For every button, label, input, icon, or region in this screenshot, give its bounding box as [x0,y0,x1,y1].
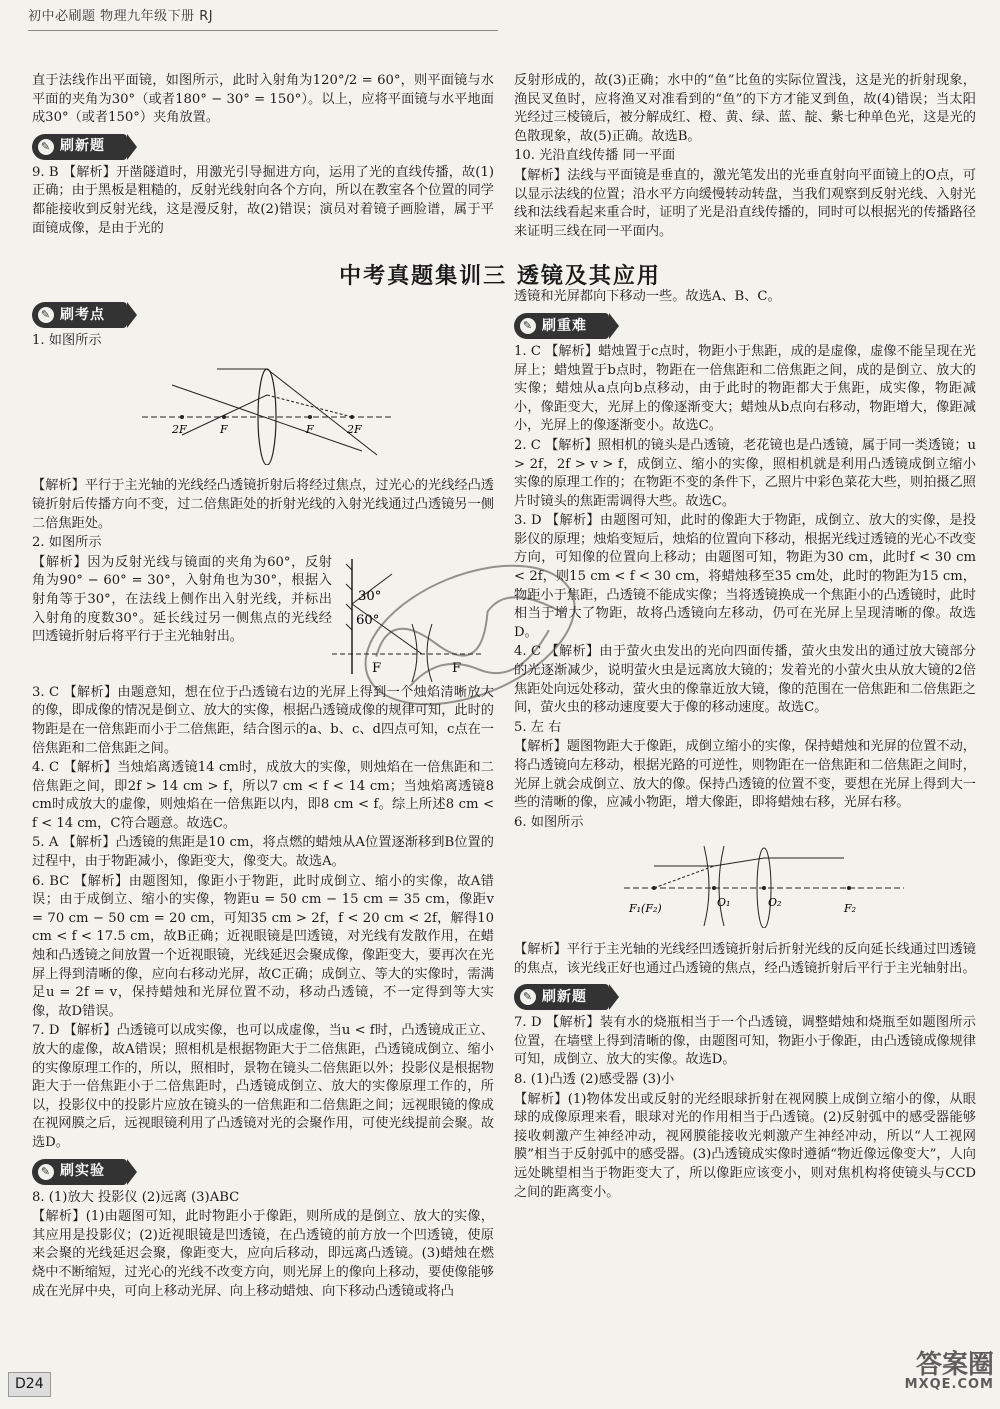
q9-continued: 反射形成的，故(3)正确；水中的“鱼”比鱼的实际位置浅，这是光的折射现象，渔民叉鱼时，应将渔叉对准看到的“鱼”的下方才能叉到鱼，故(4)错误；当太阳光经过三棱镜后，被分解成红、橙、黄、绿、蓝、靛、紫七种单色光，这是光的色散现象，故(5)正确。故选B。 [514,73,976,144]
answer-q7: 7. D 【解析】凸透镜可以成实像，也可以成虚像，当u < f时，凸透镜成正立、放大的虚像，故A错误；照相机是根据物距大于二倍焦距，凸透镜成倒立、缩小的实像原理工作的，所以，照相时，景物在镜头二倍焦距以外；投影仪是根据物距大于一倍焦距小于二倍焦距时，凸透镜成倒立、放大的实像原理工作的，所以，投影仪中的投影片应放在镜头的一倍焦距和二倍焦距之间；远视眼镜的像成在视网膜之后，远视眼镜利用了凸透镜对光的会聚作用，可使光线提前会聚。故选D。 [32,1023,494,1150]
pen-icon: ✎ [38,1164,54,1180]
answer-r5: 5. 左 右 [514,719,562,735]
answer-r4: 4. C 【解析】由于萤火虫发出的光向四面传播，萤火虫发出的通过放大镜部分的光逐渐减少，说明萤火虫是远离放大镜的；发着光的小萤火虫从放大镜的2倍焦距处向远处移动，萤火虫的像靠近放大镜，像的范围在一倍焦距和二倍焦距之间，萤火虫的移动速度要大于像的移动速度。故选C。 [514,644,976,716]
answer-q3: 3. C 【解析】由题意知，想在位于凸透镜右边的光屏上得到一个烛焰清晰放大的像，即成像的情况是倒立、放大的实像，根据凸透镜成像的规律可知，此时的物距是在一倍焦距而小于二倍焦距，结合图示的a、b、c、d四点可知，c点在一倍焦距和二倍焦距之间。 [32,684,494,756]
q10-explanation: 【解析】法线与平面镜是垂直的，激光笔发出的光垂直射向平面镜上的O点，可以显示法线的位置；沿水平方向缓慢转动转盘，当我们观察到反射光线、入射光线和法线看起来重合时，证明了光是沿直线传播的，同时可以根据光的传播路径来证明三线在同一平面内。 [514,167,976,239]
answer-r1: 1. C 【解析】蜡烛置于c点时，物距小于焦距，成的是虚像，虚像不能呈现在光屏上；蜡烛置于b点时，物距在一倍焦距和二倍焦距之间，成的是倒立、放大的实像；蜡烛从a点向b点移动，由于此时的物距都大于焦距，成实像，物距减小，像距变大，光屏上的像逐渐变大；蜡烛从b点向右移动，物距增大，像距减小，光屏上的像逐渐变小。故选C。 [514,343,976,434]
answer-r2: 2. C 【解析】照相机的镜头是凸透镜，老花镜也是凸透镜，属于同一类透镜；u > 2f，2f > v > f，成倒立、缩小的实像，照相机就是利用凸透镜成倒立缩小实像的原理工作的；在物距不变的条件下，乙照片中彩色菜花大些，则拍摄乙照片时镜头的焦距需调得大些。故选C。 [514,437,976,509]
answer-q9: 9. B 【解析】开凿隧道时，用激光引导掘进方向，运用了光的直线传播，故(1)正确；由于黑板是粗糙的，反射光线射向各个方向，所以在教室各个位置的同学都能接收到反射光线，这是漫反射，故(2)错误；演员对着镜子画脸谱，属于平面镜成像，是由于光的 [32,164,494,236]
q2-head: 2. 如图所示 [32,535,102,551]
pen-icon: ✎ [520,318,536,334]
left-column [32,72,494,1302]
badge-kaodian: ✎ 刷考点 [32,302,127,328]
fig2-label-F-left: F [372,660,382,676]
fig1-label-2F-left: 2F [172,422,187,436]
section-title: 中考真题集训三 透镜及其应用 [339,264,661,289]
figure-two-lenses [514,836,976,935]
fig2-angle-60: 60° [356,612,380,628]
q8-explanation: 【解析】(1)由题图可知，此时物距小于像距，则所成的是倒立、放大的实像，其应用是投影仪；(2)近视眼镜是凹透镜，在凸透镜的前方放一个凹透镜，使原来会聚的光线延迟会聚，像距变大，应向后移动，即远离凸透镜。(3)蜡烛在燃烧中不断缩短，过光心的光线不改变方向，则光屏上的像向上移动，要使像能够成在光屏中央，可向上移动光屏、向上移动蜡烛、向下移动凸透镜或将凸 [32,1209,494,1299]
page-number: D24 [8,1372,51,1397]
header-rule [28,30,498,31]
answer-r3: 3. D 【解析】由题图可知，此时的像距大于物距，成倒立、放大的实像，是投影仪的原理；烛焰变短后，烛焰的位置向下移动，根据光线过透镜的光心不改变方向，可知像的位置向上移动；由题图可知，物距为30 cm，此时f < 30 cm < 2f，则15 cm < f < 30 cm，将蜡烛移至35 cm处，此时的物距为15 cm，物距小于焦距，凸透镜不能成实像；当将透镜换成一个焦距小的凸透镜时，此时相当于增大了物距，故将凸透镜向左移动，仍可在光屏上呈现清晰的像。故选D。 [514,513,976,640]
fig2-angle-30: 30° [358,588,382,604]
badge-new-left: ✎ 刷新题 [32,134,127,160]
badge-zhongnan: ✎ 刷重难 [514,313,609,339]
q1-explanation: 【解析】平行于主光轴的光线经凸透镜折射后将经过焦点，过光心的光线经凸透镜折射后传播方向不变，过二倍焦距处的折射光线的入射光线通过凸透镜另一侧二倍焦距处。 [32,478,494,531]
answer-q5: 5. A 【解析】凸透镜的焦距是10 cm，将点燃的蜡烛从A位置逐渐移到B位置的过程中，由于物距减小，像距变大，像变大。故选A。 [32,835,494,870]
fig6-label-O1: O₁ [717,896,731,910]
answer-n7: 7. D 【解析】装有水的烧瓶相当于一个凸透镜，调整蜡烛和烧瓶至如题图所示位置，在墙壁上得到清晰的像，由题图可知，物距小于像距，由凸透镜成像规律可知，成倒立、放大的实像。故选D。 [514,1015,976,1068]
answer-q10: 10. 光沿直线传播 同一平面 [514,148,676,164]
r6-head: 6. 如图所示 [514,814,584,830]
pen-icon: ✎ [38,139,54,155]
running-header: 初中必刷题 物理九年级下册 RJ [28,9,214,24]
q8-continued: 透镜和光屏都向下移动一些。故选A、B、C。 [514,289,781,305]
figure-convex-lens [32,355,494,472]
left-intro: 直于法线作出平面镜，如图所示，此时入射角为120°/2 = 60°，则平面镜与水平面的夹角为30°（或者180° − 30° = 150°）。以上，应将平面镜与水平地面成30°（或者150°）夹角放置。 [32,73,494,126]
fig6-label-F2: F₂ [844,902,857,916]
fig6-label-F1F2: F₁(F₂) [629,902,662,916]
fig6-label-O2: O₂ [768,896,782,910]
badge-new-right: ✎ 刷新题 [514,984,609,1010]
q2-explanation: 【解析】因为反射光线与镜面的夹角为60°，反射角为90° − 60° = 30°，入射角也为30°，根据入射角等于30°，在法线上侧作出入射光线，并标出入射角的度数30°。延长线过另一侧焦点的光线经凹透镜折射后将平行于主光轴射出。 [32,554,332,645]
q1-head: 1. 如图所示 [32,333,102,349]
pen-icon: ✎ [38,307,54,323]
r6-explanation: 【解析】平行于主光轴的光线经凹透镜折射后折射光线的反向延长线通过凹透镜的焦点，该光线正好也通过凸透镜的焦点，经凸透镜折射后平行于主光轴射出。 [514,941,976,976]
pen-icon: ✎ [520,989,536,1005]
right-column [514,72,976,1203]
badge-shiyan: ✎ 刷实验 [32,1159,127,1185]
watermark-logo: 答案圈 MXQE.COM [904,1350,994,1392]
fig1-label-F-right: F [306,422,314,436]
n8-explanation: 【解析】(1)物体发出或反射的光经眼球折射在视网膜上成倒立缩小的像，从眼球的成像原理来看，眼球对光的作用相当于凸透镜。(2)反射弧中的感受器能够接收刺激产生神经冲动，视网膜能接收光刺激产生神经冲动，所以“人工视网膜”相当于反射弧中的感受器。(3)凸透镜成实像时遵循“物近像远像变大”，人向远处眺望相当于物距变大了，所以像距应该变小，则对焦机构将使镜头与CCD之间的距离变小。 [514,1091,976,1200]
r5-explanation: 【解析】题图物距大于像距，成倒立缩小的实像，保持蜡烛和光屏的位置不动，将凸透镜向左移动，根据光路的可逆性，则物距在一倍焦距和二倍焦距之间时，光屏上就会成倒立、放大的像。保持凸透镜的位置不变，要想在光屏上得到大一些的清晰的像，应减小物距，增大像距，即将蜡烛右移，光屏右移。 [514,739,976,811]
answer-q8: 8. (1)放大 投影仪 (2)远离 (3)ABC [32,1189,240,1205]
fig1-label-2F-right: 2F [347,422,362,436]
answer-n8: 8. (1)凸透 (2)感受器 (3)小 [514,1071,675,1087]
figure-mirror-concave [332,554,482,684]
answer-q6: 6. BC 【解析】由题图知，像距小于物距，此时成倒立、缩小的实像，故A错误；由于成倒立、缩小的实像，物距u = 50 cm − 15 cm = 35 cm，像距v = 70 cm − 50 cm = 20 cm，可知35 cm > 2f，f < 20 cm < 2f，解得10 cm < f < 17.5 cm，故B正确；近视眼镜是凹透镜，对光线有发散作用，在蜡烛和凸透镜之间放置一个近视眼镜，光线延迟会聚成像，像距变大，要再次在光屏上得到清晰的像，应向右移动光屏，故C正确；成倒立、等大的实像时，需满足u = 2f = v，保持蜡烛和光屏位置不动，移动凸透镜，不一定得到等大实像，故D错误。 [32,873,494,1019]
answer-q4: 4. C 【解析】当烛焰离透镜14 cm时，成放大的实像，则烛焰在一倍焦距和二倍焦距之间，即2f > 14 cm > f，所以7 cm < f < 14 cm；当烛焰离透镜8 cm时成放大的虚像，则烛焰在一倍焦距以内，即8 cm < f。综上所述8 cm < f < 14 cm，C符合题意。故选C。 [32,760,494,831]
fig1-label-F-left: F [220,422,228,436]
fig2-label-F-right: F [452,660,462,676]
